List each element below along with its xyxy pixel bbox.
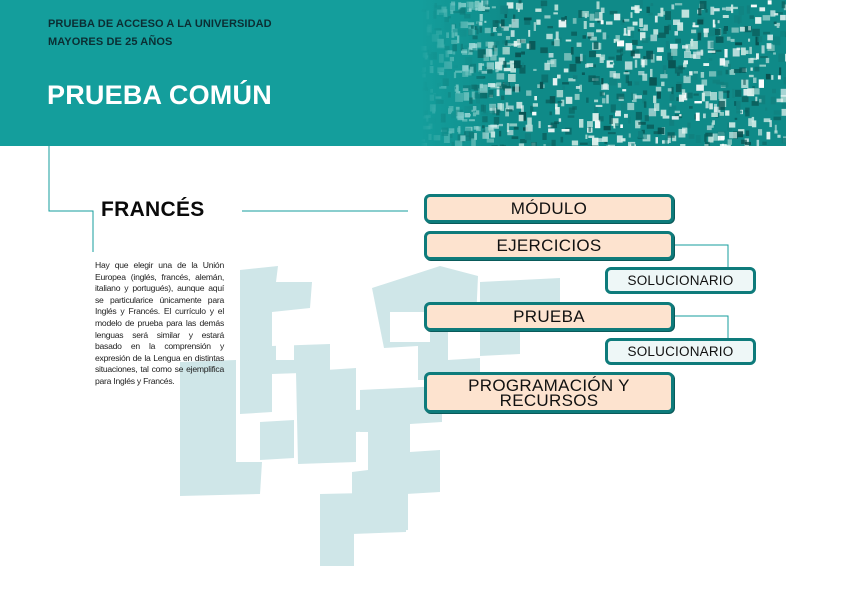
modulo-label: MÓDULO [510,198,588,218]
modulo-button[interactable] [424,194,674,223]
programacion-recursos-button[interactable] [424,372,674,413]
solucionario-prueba-label: SOLUCIONARIO [627,344,734,359]
solucionario-ejercicios-label: SOLUCIONARIO [627,273,734,288]
prueba-button[interactable] [424,302,674,331]
header-line-1: PRUEBA DE ACCESO A LA UNIVERSIDAD [48,18,272,30]
prueba-label: PRUEBA [513,306,585,326]
solucionario-prueba-button[interactable] [605,338,756,365]
header-banner [0,0,786,146]
ejercicios-label: EJERCICIOS [496,235,602,255]
subject-description: Hay que elegir una de la Unión Europea (inglés, francés, alemán, italiano y portugués), aunque aquí se particularice únicamente para Inglés y Francés. El currículo y el modelo de prueba para las demás lenguas será similar y estará basado en la comprensión y expresión de la Lengua en distintas situaciones, tal como se ejemplifica para Inglés y Francés. [95,260,224,386]
header-line-2: MAYORES DE 25 AÑOS [48,36,173,48]
ejercicios-button[interactable] [424,231,674,260]
solucionario-ejercicios-button[interactable] [605,267,756,294]
page-title: PRUEBA COMÚN [47,80,272,110]
subject-title: FRANCÉS [101,198,205,221]
programacion-recursos-label: PROGRAMACIÓN Y RECURSOS [468,375,630,410]
crowd-photo [420,0,786,146]
